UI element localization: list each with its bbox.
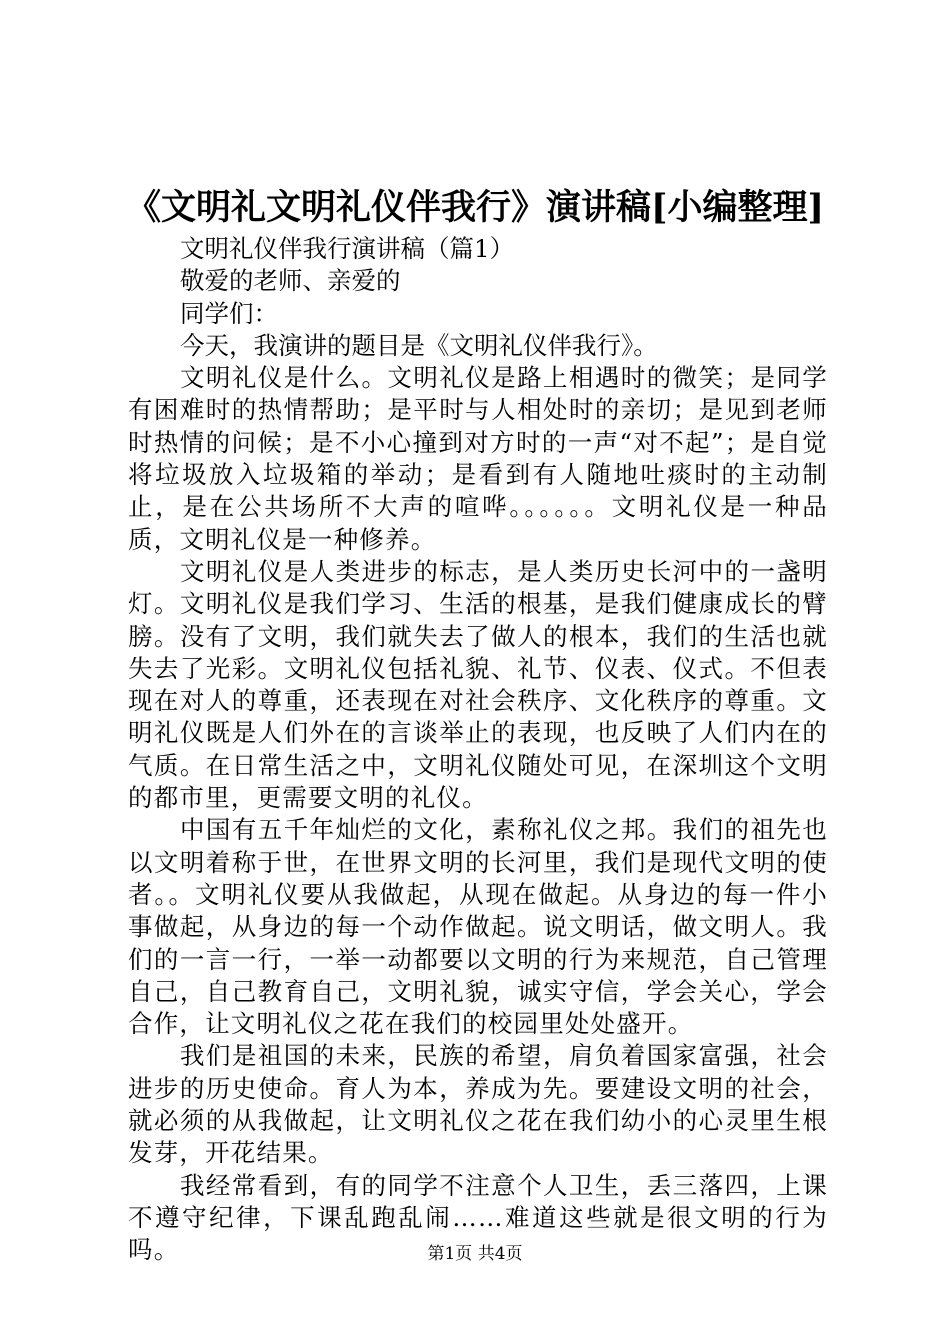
paragraph: 文明礼仪是人类进步的标志，是人类历史长河中的一盏明灯。文明礼仪是我们学习、生活的根基，是我们健康成长的臂膀。没有了文明，我们就失去了做人的根本，我们的生活也就失去了光彩。文明礼仪包括礼貌、礼节、仪表、仪式。不但表现在对人的尊重，还表现在对社会秩序、文化秩序的尊重。文明礼仪既是人们外在的言谈举止的表现，也反映了人们内在的气质。在日常生活之中，文明礼仪随处可见，在深圳这个文明的都市里，更需要文明的礼仪。 xyxy=(128,556,828,813)
intro-line-topic: 今天，我演讲的题目是《文明礼仪伴我行》。 xyxy=(180,330,658,360)
page-number-footer: 第1页 共4页 xyxy=(427,1244,523,1264)
paragraph: 中国有五千年灿烂的文化，素称礼仪之邦。我们的祖先也以文明着称于世，在世界文明的长河里，我们是现代文明的使者。。文明礼仪要从我做起，从现在做起。从身边的每一件小事做起，从身边的每一个动作做起。说文明话，做文明人。我们的一言一行，一举一动都要以文明的行为来规范，自己管理自己，自己教育自己，文明礼貌，诚实守信，学会关心，学会合作，让文明礼仪之花在我们的校园里处处盛开。 xyxy=(128,815,828,1039)
paragraph: 我经常看到，有的同学不注意个人卫生，丢三落四，上课不遵守纪律，下课乱跑乱闹……难道这些就是很文明的行为吗。 xyxy=(128,1170,828,1265)
document-body xyxy=(128,233,828,1267)
paragraph: 文明礼仪是什么。文明礼仪是路上相遇时的微笑；是同学有困难时的热情帮助；是平时与人相处时的亲切；是见到老师时热情的问候；是不小心撞到对方时的一声“对不起”；是自觉将垃圾放入垃圾箱的举动；是看到有人随地吐痰时的主动制止，是在公共场所不大声的喧哗。。。。。。文明礼仪是一种品质，文明礼仪是一种修养。 xyxy=(128,363,828,554)
document-title: 《文明礼文明礼仪伴我行》演讲稿[小编整理] xyxy=(125,187,825,228)
intro-line-greeting: 敬爱的老师、亲爱的 xyxy=(180,266,401,296)
intro-line-students: 同学们： xyxy=(180,298,278,328)
paragraph: 我们是祖国的未来，民族的希望，肩负着国家富强，社会进步的历史使命。育人为本，养成为先。要建设文明的社会，就必须的从我做起，让文明礼仪之花在我们幼小的心灵里生根发芽，开花结果。 xyxy=(128,1041,828,1168)
intro-line-heading: 文明礼仪伴我行演讲稿（篇1） xyxy=(180,234,515,263)
